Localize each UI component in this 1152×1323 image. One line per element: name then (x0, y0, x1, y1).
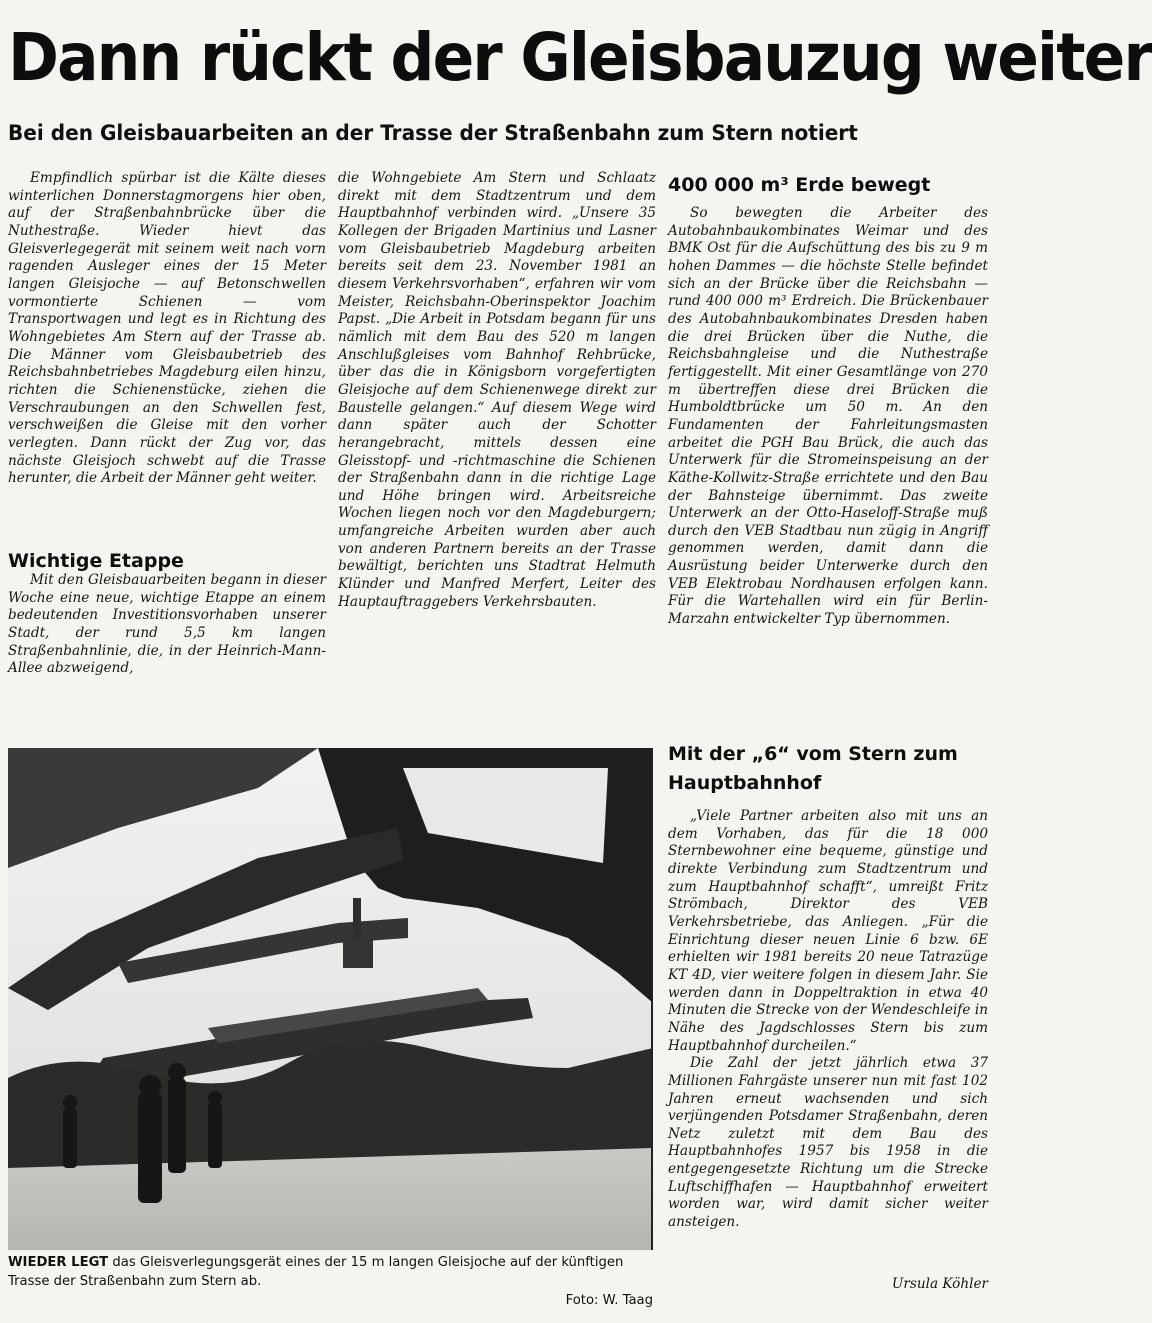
caption-text: das Gleisverlegungsgerät eines der 15 m langen Gleisjoche auf der künftigen Trasse der Straßenbahn zum Stern ab. (8, 1255, 624, 1289)
column-2-paragraph: die Wohngebiete Am Stern und Schlaatz direkt mit dem Stadtzentrum und dem Hauptbahnhof verbinden wird. „Unsere 35 Kollegen der Brigaden Martinius und Lasner vom Gleisbaubetrieb Magdeburg arbeiten bereits seit dem 23. November 1981 an diesem Verkehrsvorhaben“, erfahren wir vom Meister, Reichsbahn-Oberinspektor Joachim Papst. „Die Arbeit in Potsdam begann für uns nämlich mit dem Bau des 520 m langen Anschlußgleises vom Bahnhof Rehbrücke, über das die in Königsborn vorgefertigten Gleisjoche auf dem Schienenwege direkt zur Baustelle gelangen.“ Auf diesem Wege wird dann später auch der Schotter herangebracht, mittels dessen eine Gleisstopf- und -richtmaschine die Schienen der Straßenbahn dann in die richtige Lage und Höhe bringen wird. Arbeitsreiche Wochen liegen noch vor den Magdeburgern; umfangreiche Arbeiten wurden aber auch von anderen Partnern bereits an der Trasse bewältigt, berichten uns Stadtrat Helmuth Klünder und Manfred Merfert, Leiter des Hauptauftraggebers Verkehrsbauten. (338, 170, 656, 610)
etappe-paragraph: Mit den Gleisbauarbeiten begann in dieser Woche eine neue, wichtige Etappe an einem bedeutenden Investitionsvorhaben unserer Stadt, der rund 5,5 km langen Straßenbahnlinie, die, in der Heinrich-Mann-Allee abzweigend, (8, 572, 326, 677)
caption-lead: WIEDER LEGT (8, 1255, 109, 1270)
column-2 (338, 170, 656, 611)
subheading-erde-bewegt: 400 000 m³ Erde bewegt (668, 174, 931, 196)
column-3-top (668, 205, 988, 629)
column-1-continued (8, 572, 326, 678)
headline: Dann rückt der Gleisbauzug weiter (8, 19, 1152, 96)
stern-paragraph-1: „Viele Partner arbeiten also mit uns an dem Vorhaben, das für die 18 000 Sternbewohner eine bequeme, günstige und direkte Verbindung zum Stadtzentrum und zum Hauptbahnhof schafft“, umreißt Fritz Strömbach, Direktor des VEB Verkehrsbetriebe, das Anliegen. „Für die Einrichtung dieser neuen Linie 6 bzw. 6E erhielten wir 1981 bereits 20 neue Tatrazüge KT 4D, vier weitere folgen in diesem Jahr. Sie werden dann in Doppeltraktion in etwa 40 Minuten die Strecke von der Wendeschleife in Nähe des Jagdschlosses Stern bis zum Hauptbahnhof durcheilen.“ (668, 808, 988, 1054)
photo-caption (8, 1253, 653, 1310)
author-byline: Ursula Köhler (891, 1276, 988, 1292)
stern-paragraph-2: Die Zahl der jetzt jährlich etwa 37 Millionen Fahrgäste unserer nun mit fast 102 Jahren erneut wachsenden und sich verjüngenden Potsdamer Straßenbahn, deren Netz zuletzt mit dem Bau des Hauptbahnhofes 1957 bis 1958 in die entgegengesetzte Richtung um die Strecke Luftschiffhafen — Hauptbahnhof erweitert worden war, wird damit sicher weiter ansteigen. (668, 1055, 988, 1231)
track-laying-crane-photo (8, 748, 653, 1250)
erde-paragraph: So bewegten die Arbeiter des Autobahnbaukombinates Weimar und des BMK Ost für die Aufschüttung des bis zu 9 m hohen Dammes — die höchste Stelle befindet sich an der Brücke über die Reichsbahn — rund 400 000 m³ Erdreich. Die Brückenbauer des Autobahnbaukombinates Dresden haben die drei Brücken über die Nuthe, die Reichsbahngleise und die Nuthestraße fertiggestellt. Mit einer Gesamtlänge von 270 m übertreffen diese drei Brücken die Humboldtbrücke um 50 m. An den Fundamenten der Fahrleitungsmasten arbeitet die PGH Bau Brück, die auch das Unterwerk für die Stromeinspeisung an der Käthe-Kollwitz-Straße errichtete und den Bau der Bahnsteige übernimmt. Das zweite Unterwerk an der Otto-Haseloff-Straße muß durch den VEB Stadtbau nun zügig in Angriff genommen werden, damit dann die Ausrüstung beider Unterwerke durch den VEB Elektrobau Nordhausen erfolgen kann. Für die Wartehallen wird ein für Berlin-Marzahn entwickelter Typ übernommen. (668, 205, 988, 628)
column-3-bottom (668, 808, 988, 1232)
subheading-mit-der-6: Mit der „6“ vom Stern zum Hauptbahnhof (668, 743, 958, 794)
subheadline: Bei den Gleisbauarbeiten an der Trasse der Straßenbahn zum Stern notiert (8, 121, 858, 145)
news-photo (8, 748, 653, 1250)
subheading-wichtige-etappe: Wichtige Etappe (8, 550, 184, 572)
photo-credit: Foto: W. Taag (565, 1293, 653, 1308)
intro-paragraph: Empfindlich spürbar ist die Kälte dieses winterlichen Donnerstagmorgens hier oben, auf der Straßenbahnbrücke über die Nuthestraße. Wieder hievt das Gleisverlegegerät mit seinem weit nach vorn ragenden Ausleger eines der 15 Meter langen Gleisjoche — auf Betonschwellen vormontierte Schienen — vom Transportwagen und legt es in Richtung des Wohngebietes Am Stern auf der Trasse ab. Die Männer vom Gleisbaubetrieb des Reichsbahnbetriebes Magdeburg eilen hinzu, richten die Schienenstücke, ziehen die Verschraubungen an den Schwellen fest, verschweißen die Gleise mit den vorher verlegten. Dann rückt der Zug vor, das nächste Gleisjoch schwebt auf die Trasse herunter, die Arbeit der Männer geht weiter. (8, 170, 326, 487)
column-1-intro (8, 170, 326, 488)
